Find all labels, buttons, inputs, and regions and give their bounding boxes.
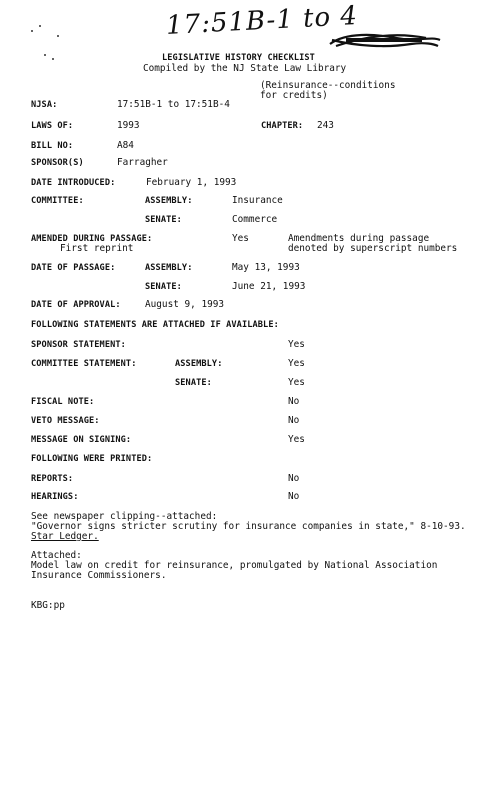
njsa-label: NJSA: (31, 100, 58, 110)
message-on-signing-label: MESSAGE ON SIGNING: (31, 435, 132, 445)
scan-speck (31, 30, 33, 32)
laws-of-label: LAWS OF: (31, 121, 74, 131)
printed-heading: FOLLOWING WERE PRINTED: (31, 454, 153, 464)
amended-reprint: First reprint (60, 243, 134, 254)
scan-speck (39, 25, 41, 27)
fiscal-note-label: FISCAL NOTE: (31, 397, 95, 407)
message-on-signing-value: Yes (288, 434, 305, 445)
reports-value: No (288, 473, 300, 484)
chapter-label: CHAPTER: (261, 121, 304, 131)
sponsors-label: SPONSOR(S) (31, 158, 84, 168)
passage-senate-value: June 21, 1993 (232, 281, 306, 292)
sponsors-value: Farragher (117, 157, 168, 168)
committee-assembly-value: Insurance (232, 195, 283, 206)
passage-assembly-label: ASSEMBLY: (145, 263, 193, 273)
veto-message-value: No (288, 415, 300, 426)
bill-no-value: A84 (117, 140, 134, 151)
statement-assembly-label: ASSEMBLY: (175, 359, 223, 369)
date-introduced-value: February 1, 1993 (146, 177, 237, 188)
date-of-approval-value: August 9, 1993 (145, 299, 225, 310)
committee-label: COMMITTEE: (31, 196, 84, 206)
scan-speck (52, 58, 54, 60)
veto-message-label: VETO MESSAGE: (31, 416, 100, 426)
scribble-mark (326, 26, 444, 54)
committee-senate-value: Commerce (232, 214, 278, 225)
handwritten-number: 17:51B-1 to 4 (165, 0, 359, 42)
date-introduced-label: DATE INTRODUCED: (31, 178, 116, 188)
laws-of-value: 1993 (117, 120, 140, 131)
committee-statement-label: COMMITTEE STATEMENT: (31, 359, 137, 369)
statement-assembly-value: Yes (288, 358, 305, 369)
statement-senate-value: Yes (288, 377, 305, 388)
page-subtitle: Compiled by the NJ State Law Library (143, 63, 347, 74)
clipping-source: Star Ledger. (31, 531, 99, 542)
date-of-approval-label: DATE OF APPROVAL: (31, 300, 121, 310)
passage-senate-label: SENATE: (145, 282, 182, 292)
amended-value: Yes (232, 233, 249, 244)
passage-assembly-value: May 13, 1993 (232, 262, 300, 273)
date-of-passage-label: DATE OF PASSAGE: (31, 263, 116, 273)
bill-no-label: BILL NO: (31, 141, 74, 151)
subject-note-line1: (Reinsurance--conditions (260, 80, 396, 91)
attached-line1: Attached: (31, 550, 82, 561)
scan-speck (44, 54, 46, 56)
clipping-line1: See newspaper clipping--attached: (31, 511, 218, 522)
amended-label: AMENDED DURING PASSAGE: (31, 234, 153, 244)
subject-note-line2: for credits) (260, 90, 328, 101)
attached-line3: Insurance Commissioners. (31, 570, 167, 581)
amended-note-line2: denoted by superscript numbers (288, 243, 458, 254)
fiscal-note-value: No (288, 396, 300, 407)
clipping-line2: "Governor signs stricter scrutiny for insurance companies in state," 8-10-93. (31, 521, 466, 532)
sponsor-statement-value: Yes (288, 339, 305, 350)
statement-senate-label: SENATE: (175, 378, 212, 388)
statements-heading: FOLLOWING STATEMENTS ARE ATTACHED IF AVAILABLE: (31, 320, 279, 330)
initials: KBG:pp (31, 600, 65, 611)
reports-label: REPORTS: (31, 474, 74, 484)
attached-line2: Model law on credit for reinsurance, promulgated by National Association (31, 560, 438, 571)
hearings-label: HEARINGS: (31, 492, 79, 502)
njsa-value: 17:51B-1 to 17:51B-4 (117, 99, 230, 110)
scan-speck (57, 35, 59, 37)
committee-assembly-label: ASSEMBLY: (145, 196, 193, 206)
amended-note-line1: Amendments during passage (288, 233, 430, 244)
hearings-value: No (288, 491, 300, 502)
page-title: LEGISLATIVE HISTORY CHECKLIST (162, 53, 315, 63)
sponsor-statement-label: SPONSOR STATEMENT: (31, 340, 126, 350)
committee-senate-label: SENATE: (145, 215, 182, 225)
chapter-value: 243 (317, 120, 334, 131)
